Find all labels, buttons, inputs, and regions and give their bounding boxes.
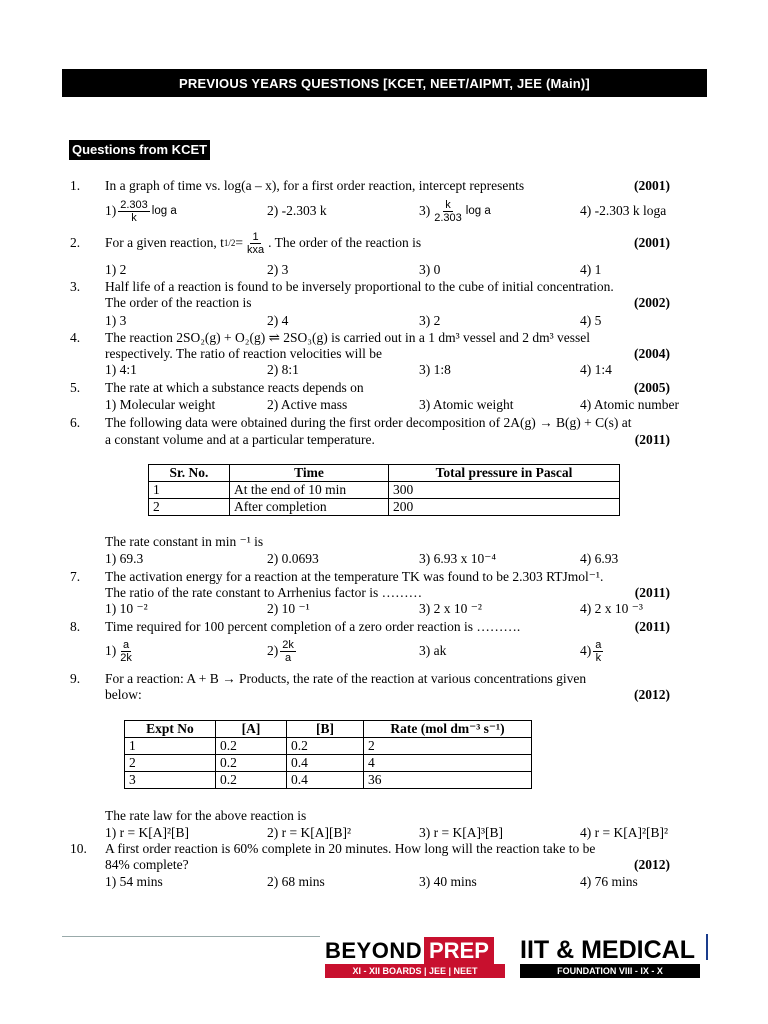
option-2: 2) 0.0693	[267, 551, 319, 566]
table-header: Time	[230, 465, 389, 482]
option-2	[267, 636, 298, 666]
logo-iit-medical: IIT & MEDICAL	[520, 936, 695, 964]
question-year: (2012)	[634, 857, 670, 872]
table-cell: 1	[149, 482, 230, 499]
table-cell: 2	[364, 738, 532, 755]
option-2: 2) r = K[A][B]²	[267, 825, 352, 840]
option-suffix: log a	[465, 205, 491, 217]
table-cell: 300	[389, 482, 620, 499]
question-year: (2004)	[634, 346, 670, 361]
question-year: (2001)	[634, 178, 670, 193]
table-header: Rate (mol dm⁻³ s⁻¹)	[364, 721, 532, 738]
question-year: (2002)	[634, 295, 670, 310]
fraction: $\frac{a}{k}$	[595, 638, 602, 664]
option-label: 1)	[105, 643, 117, 658]
table-cell: 0.4	[287, 772, 364, 789]
option-label: 4)	[580, 643, 592, 658]
option-2: 2) 10 ⁻¹	[267, 601, 310, 616]
option-1: 1) 69.3	[105, 551, 144, 566]
logo-prep: PREP	[424, 937, 494, 964]
table-cell: At the end of 10 min	[230, 482, 389, 499]
question-text: A first order reaction is 60% complete in 20 minutes. How long will the reaction take to be	[105, 841, 596, 856]
table-cell: 0.2	[287, 738, 364, 755]
table-cell: 200	[389, 499, 620, 516]
fraction: $\frac{a}{2k}$	[120, 638, 132, 664]
option-1: 1) 2	[105, 262, 127, 277]
table-header: [A]	[216, 721, 287, 738]
option-3: 3) Atomic weight	[419, 397, 514, 412]
question-number: 1.	[70, 178, 81, 193]
option-4: 4) 1:4	[580, 362, 612, 377]
question-number: 3.	[70, 279, 81, 294]
option-3: 3) r = K[A]³[B]	[419, 825, 504, 840]
page-banner: PREVIOUS YEARS QUESTIONS [KCET, NEET/AIPMT, JEE (Main)]	[62, 69, 707, 97]
option-1: 1) 10 ⁻²	[105, 601, 148, 616]
table-cell: 0.2	[216, 738, 287, 755]
logo-subtitle-boards: XI - XII BOARDS | JEE | NEET	[325, 964, 505, 978]
question-text: The reaction 2SO₂(g) + O₂(g) ⇌ 2SO₃(g) is carried out in a 1 dm³ vessel and 2 dm³ vessel	[105, 330, 591, 345]
option-suffix: log a	[151, 205, 177, 217]
table-header-row	[149, 465, 620, 482]
question-number: 5.	[70, 380, 81, 395]
footer-divider	[62, 936, 320, 937]
question-number: 9.	[70, 671, 81, 686]
option-1: 1) 4:1	[105, 362, 137, 377]
question-year: (2011)	[634, 619, 670, 634]
question-year: (2011)	[634, 432, 670, 447]
option-3: 3) 1:8	[419, 362, 451, 377]
option-4: 4) Atomic number	[580, 397, 679, 412]
section-heading: Questions from KCET	[69, 140, 210, 160]
question-year: (2005)	[634, 380, 670, 395]
question-text: The rate at which a substance reacts depends on	[105, 380, 364, 395]
table-cell: 2	[149, 499, 230, 516]
table-header: Sr. No.	[149, 465, 230, 482]
question-number: 8.	[70, 619, 81, 634]
table-cell: 36	[364, 772, 532, 789]
question-text: Half life of a reaction is found to be inversely proportional to the cube of initial concentration.	[105, 279, 614, 294]
option-3: 3) 40 mins	[419, 874, 477, 889]
logo-beyond: BEYOND	[325, 938, 423, 963]
option-4: 4) 2 x 10 ⁻³	[580, 601, 643, 616]
table-cell: 0.4	[287, 755, 364, 772]
question-text-2: The ratio of the rate constant to Arrhenius factor is ………	[105, 585, 423, 600]
option-2: 2) 4	[267, 313, 289, 328]
option-4: 4) r = K[A]²[B]²	[580, 825, 669, 840]
logo-accent-bar	[706, 934, 708, 960]
table-header: [B]	[287, 721, 364, 738]
option-3	[419, 196, 491, 226]
table-row	[149, 499, 620, 516]
question-text-2: respectively. The ratio of reaction velocities will be	[105, 346, 383, 361]
option-4: 4) 5	[580, 313, 602, 328]
question-text: In a graph of time vs. log(a – x), for a first order reaction, intercept represents	[105, 178, 525, 193]
table-cell: 3	[125, 772, 216, 789]
fraction: $\frac{2.303}{k}$	[120, 198, 148, 224]
table-row	[125, 772, 532, 789]
option-4: 4) 6.93	[580, 551, 619, 566]
option-2: 2) Active mass	[267, 397, 348, 412]
option-3: 3) 2	[419, 313, 441, 328]
question-text-2: The order of the reaction is	[105, 295, 252, 310]
option-3: 3) 2 x 10 ⁻²	[419, 601, 482, 616]
table-cell: 2	[125, 755, 216, 772]
table-row	[149, 482, 620, 499]
table-cell: After completion	[230, 499, 389, 516]
table-row	[125, 738, 532, 755]
option-4	[580, 636, 605, 666]
fraction: $\frac{1}{\text{kxa}}$	[246, 230, 265, 256]
table-cell: 4	[364, 755, 532, 772]
option-1: 1) Molecular weight	[105, 397, 216, 412]
table-row	[125, 755, 532, 772]
question-text: For a reaction: A + B → Products, the rate of the reaction at various concentrations given	[105, 671, 587, 686]
brand-logo	[320, 934, 708, 982]
question-text-2: a constant volume and at a particular temperature.	[105, 432, 375, 447]
logo-subtitle-foundation: FOUNDATION VIII - IX - X	[520, 964, 700, 978]
option-1	[105, 196, 177, 226]
option-4: 4) 76 mins	[580, 874, 638, 889]
option-4: 4) -2.303 k loga	[580, 203, 667, 218]
question-number: 7.	[70, 569, 81, 584]
option-2: 2) 8:1	[267, 362, 299, 377]
question-text: The activation energy for a reaction at the temperature TK was found to be 2.303 RTJmol⁻¹.	[105, 569, 604, 584]
question-text: Time required for 100 percent completion of a zero order reaction is ……….	[105, 619, 521, 634]
table-header: Total pressure in Pascal	[389, 465, 620, 482]
option-3: 3) 0	[419, 262, 441, 277]
option-label: 2)	[267, 643, 279, 658]
question-year: (2001)	[634, 235, 670, 250]
data-table	[124, 720, 532, 789]
data-table	[148, 464, 620, 516]
question-year: (2011)	[634, 585, 670, 600]
fraction: $\frac{2k}{a}$	[282, 638, 294, 664]
option-3: 3) ak	[419, 643, 447, 658]
question-text-2: 84% complete?	[105, 857, 189, 872]
question-subtext: The rate law for the above reaction is	[105, 808, 307, 823]
option-4: 4) 1	[580, 262, 602, 277]
table-header: Expt No	[125, 721, 216, 738]
option-1: 1) r = K[A]²[B]	[105, 825, 190, 840]
question-text: The following data were obtained during the first order decomposition of 2A(g) → B(g) + C(s) at	[105, 415, 632, 430]
option-2: 2) 3	[267, 262, 289, 277]
table-cell: 1	[125, 738, 216, 755]
option-2: 2) 68 mins	[267, 874, 325, 889]
question-number: 2.	[70, 235, 81, 250]
question-subtext: The rate constant in min ⁻¹ is	[105, 534, 264, 549]
question-text: For a given reaction, t 1/2 = $\frac{1}{\text{kxa}}$ . The order of the reaction is	[105, 230, 422, 256]
question-number: 10.	[70, 841, 87, 856]
table-cell: 0.2	[216, 755, 287, 772]
question-number: 6.	[70, 415, 81, 430]
question-number: 4.	[70, 330, 81, 345]
question-text-2: below:	[105, 687, 142, 702]
question-year: (2012)	[634, 687, 670, 702]
table-cell: 0.2	[216, 772, 287, 789]
option-2: 2) -2.303 k	[267, 203, 327, 218]
option-1: 1) 3	[105, 313, 127, 328]
option-label: 1)	[105, 203, 117, 218]
option-3: 3) 6.93 x 10⁻⁴	[419, 551, 497, 566]
fraction: $\frac{k}{2.303}$	[434, 198, 462, 224]
table-header-row	[125, 721, 532, 738]
option-label: 3)	[419, 203, 431, 218]
option-1	[105, 636, 136, 666]
option-1: 1) 54 mins	[105, 874, 163, 889]
